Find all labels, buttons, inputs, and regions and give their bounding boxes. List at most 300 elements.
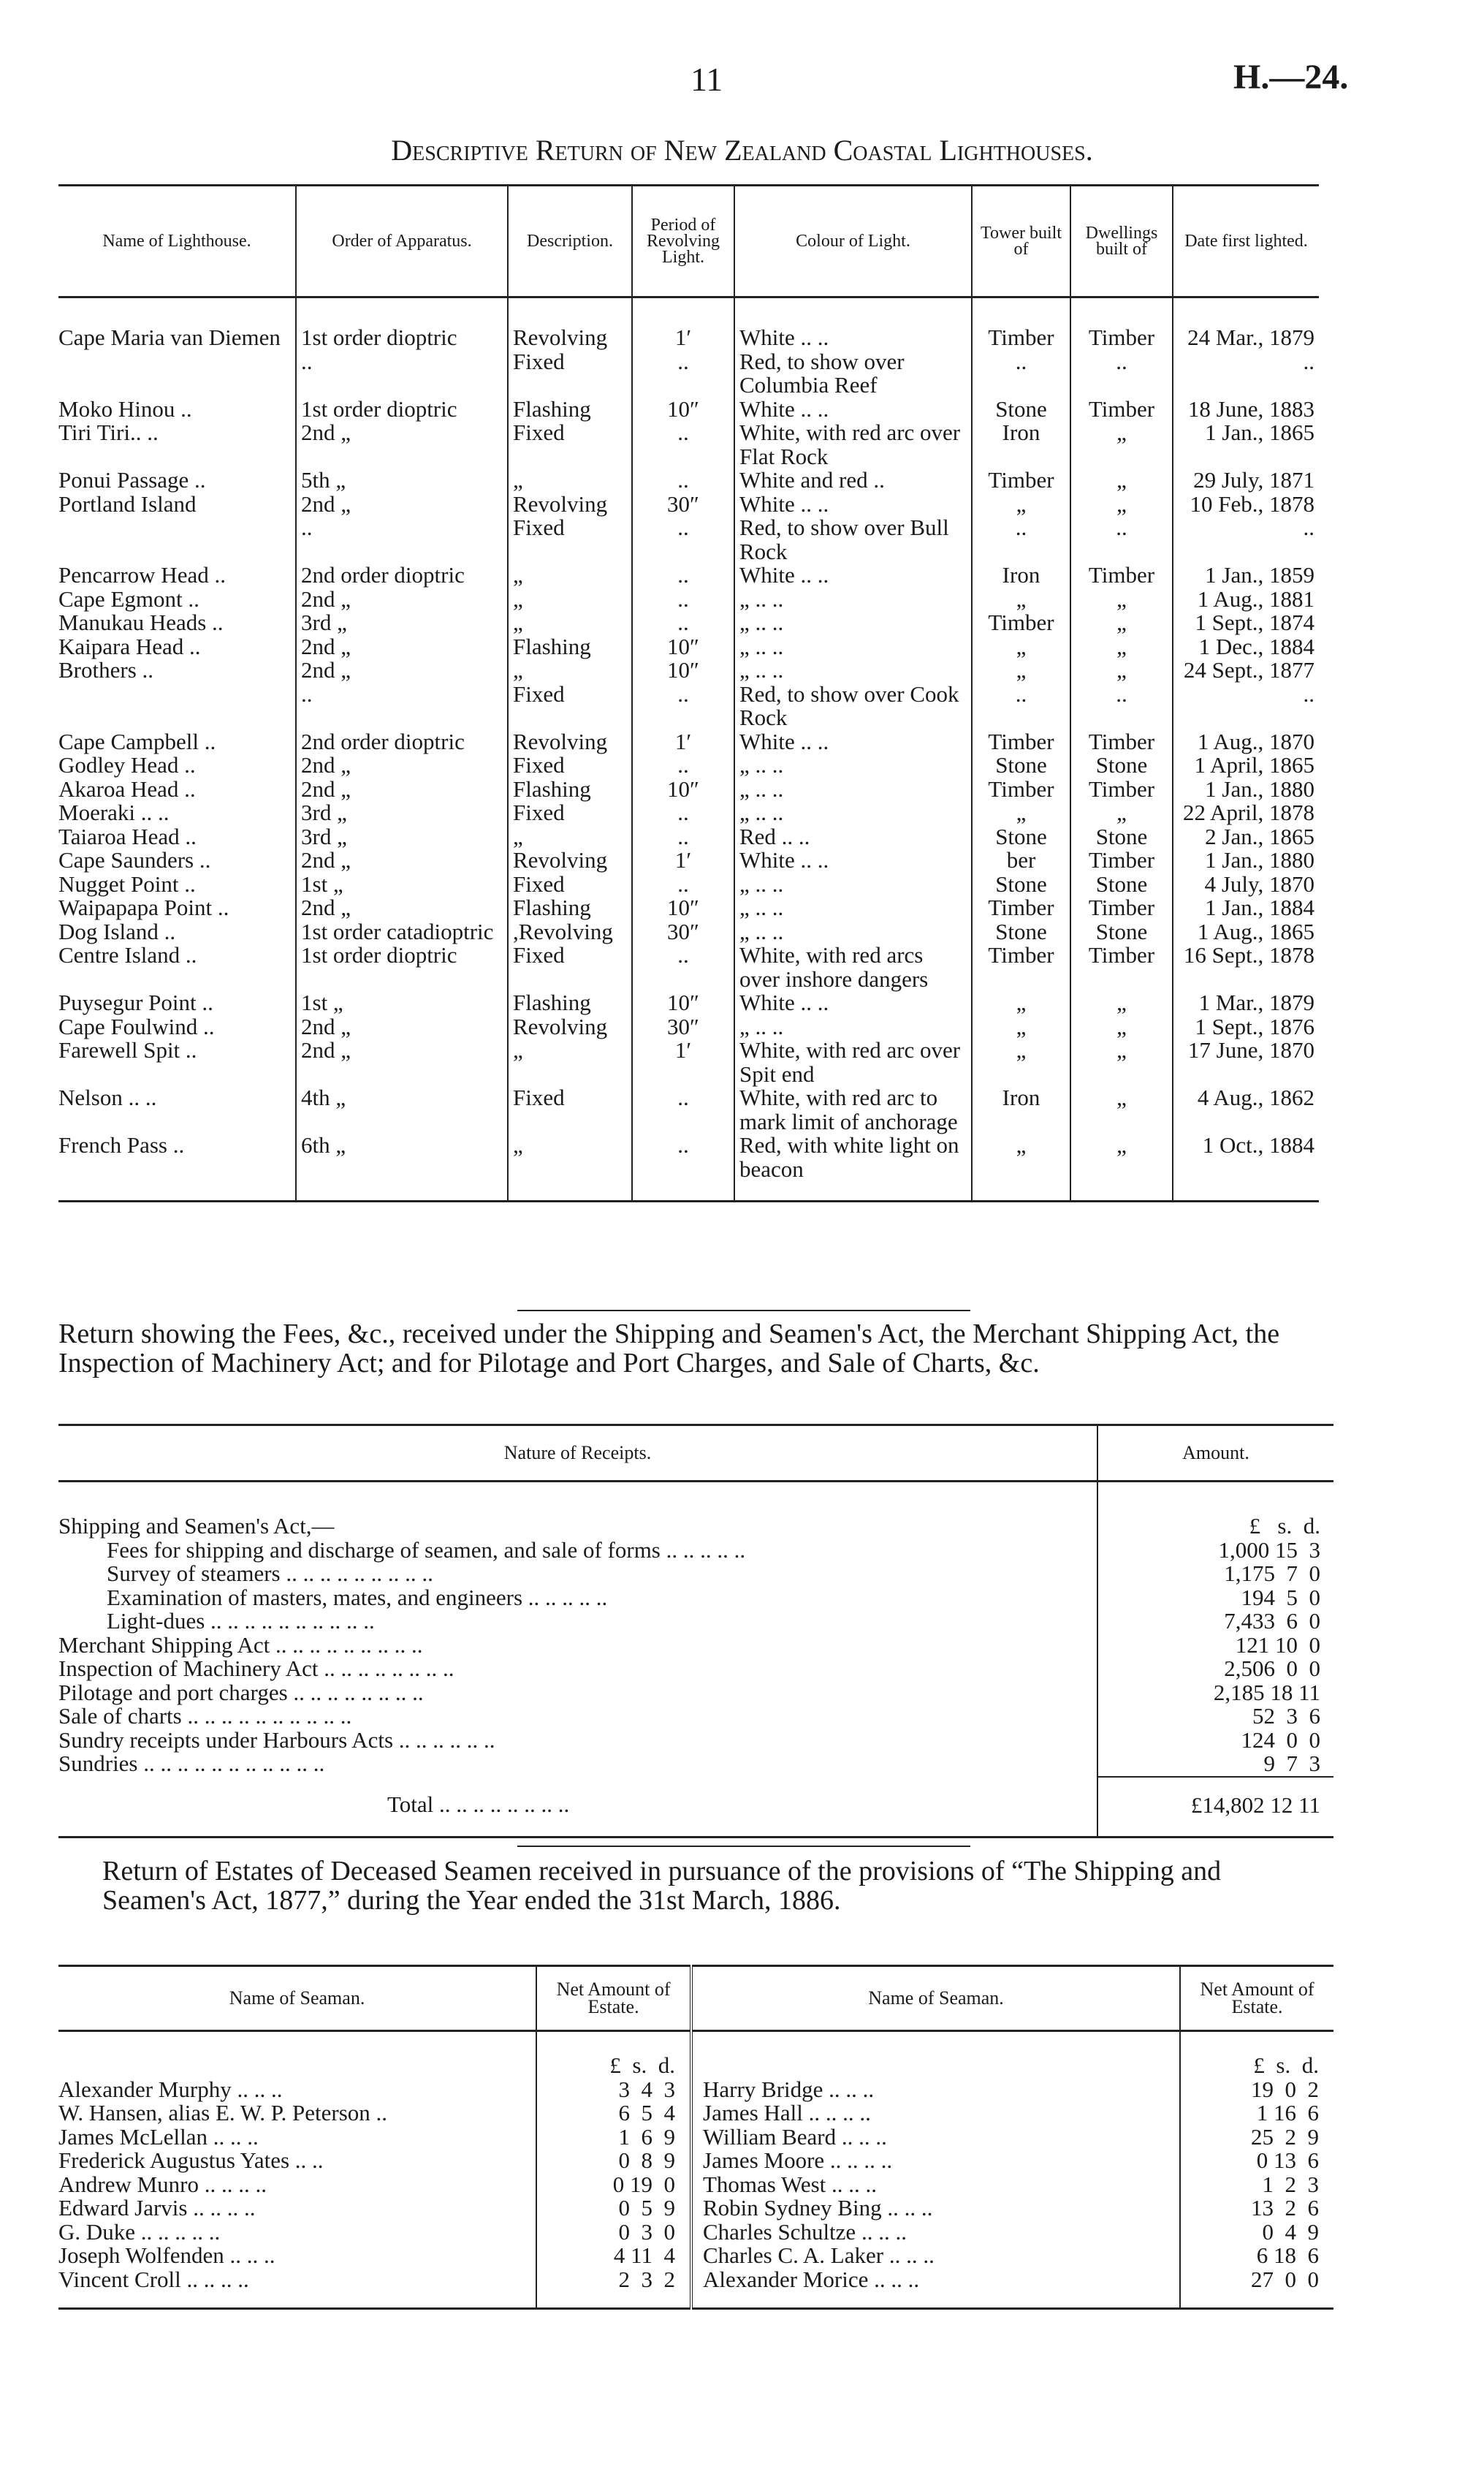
lighthouse-dwell: Timber bbox=[1070, 896, 1173, 920]
lighthouse-colour: „ .. .. Red, to show over Cook Rock bbox=[734, 659, 972, 730]
fees-label: Survey of steamers .. .. .. .. .. .. .. .. .. bbox=[107, 1560, 433, 1586]
table-row bbox=[58, 398, 1319, 422]
seaman-name: Thomas West .. .. .. bbox=[691, 2173, 1180, 2197]
lighthouse-date: 10 Feb., 1878 .. bbox=[1173, 493, 1319, 564]
lighthouse-colour: White, with red arc to mark limit of anchorage bbox=[734, 1086, 972, 1134]
lighthouse-tower: Timber bbox=[972, 944, 1070, 991]
estates-header-name-right: Name of Seaman. bbox=[691, 1966, 1180, 2031]
lighthouse-order: 2nd „ bbox=[296, 588, 508, 612]
lighthouse-name: Cape Foulwind .. bbox=[58, 1013, 215, 1039]
lighthouse-colour: „ .. .. bbox=[734, 920, 972, 944]
lighthouse-tower: „ .. bbox=[972, 493, 1070, 564]
seaman-name: William Beard .. .. .. bbox=[691, 2125, 1180, 2150]
lighthouse-header: Order of Apparatus. bbox=[296, 186, 508, 297]
table-row bbox=[58, 297, 1319, 398]
lighthouse-name: Moko Hinou .. bbox=[58, 395, 192, 422]
lighthouse-date: 1 Sept., 1876 bbox=[1173, 1015, 1319, 1039]
lighthouse-name: Puysegur Point .. bbox=[58, 990, 213, 1015]
estates-title: Return of Estates of Deceased Seamen received in pursuance of the provisions of “The Shipping and Seamen's Act, 1877,” during the Year ended the 31st March, 1886. bbox=[102, 1856, 1222, 1916]
lighthouse-desc: „ Fixed bbox=[508, 659, 632, 730]
estates-spacer bbox=[691, 2031, 1180, 2078]
lighthouse-dwell: Timber bbox=[1070, 564, 1173, 588]
lighthouse-date: 22 April, 1878 bbox=[1173, 801, 1319, 825]
lighthouse-name: Taiaroa Head .. bbox=[58, 823, 197, 849]
lighthouse-order: 1st order dioptric bbox=[296, 944, 508, 991]
table-row bbox=[58, 469, 1319, 493]
table-row bbox=[58, 659, 1319, 730]
lighthouse-period: 10″ .. bbox=[632, 659, 734, 730]
lighthouse-period: 10″ bbox=[632, 991, 734, 1015]
table-row bbox=[58, 1539, 1333, 1563]
fees-amount: 124 0 0 bbox=[1097, 1729, 1333, 1753]
table-row bbox=[58, 1586, 1333, 1610]
table-row bbox=[58, 920, 1319, 944]
lighthouse-title: Descriptive Return of New Zealand Coastal Lighthouses. bbox=[391, 134, 1093, 167]
lighthouse-desc: Fixed bbox=[508, 1086, 632, 1134]
fees-label: Light-dues .. .. .. .. .. .. .. .. .. .. bbox=[107, 1608, 375, 1634]
table-row bbox=[58, 801, 1319, 825]
lighthouse-period: .. bbox=[632, 421, 734, 469]
seaman-amount: 6 18 6 bbox=[1180, 2244, 1333, 2268]
lighthouse-name: Kaipara Head .. bbox=[58, 633, 201, 659]
table-row bbox=[58, 1634, 1333, 1658]
table-row bbox=[58, 421, 1319, 469]
table-row bbox=[58, 730, 1319, 754]
table-row bbox=[58, 2244, 1333, 2268]
estates-header-amount-right: Net Amount of Estate. bbox=[1180, 1966, 1333, 2031]
fees-table bbox=[58, 1424, 1333, 1838]
lighthouse-tower: Timber .. bbox=[972, 297, 1070, 398]
lighthouse-header: Date first lighted. bbox=[1173, 186, 1319, 297]
lighthouse-dwell: Timber bbox=[1070, 398, 1173, 422]
seaman-name: James Hall .. .. .. .. bbox=[691, 2101, 1180, 2125]
lighthouse-dwell: „ bbox=[1070, 635, 1173, 659]
table-row bbox=[58, 1015, 1319, 1039]
seaman-name: Harry Bridge .. .. .. bbox=[691, 2078, 1180, 2102]
lighthouse-name: Tiri Tiri.. .. bbox=[58, 420, 159, 445]
table-row bbox=[58, 1482, 1333, 1539]
lighthouse-name: French Pass .. bbox=[58, 1134, 296, 1202]
fees-label: Merchant Shipping Act .. .. .. .. .. .. .. .. .. bbox=[58, 1631, 423, 1658]
table-row bbox=[58, 1729, 1333, 1753]
lighthouse-colour: White and red .. bbox=[734, 469, 972, 493]
fees-amount: 1,000 15 3 bbox=[1097, 1539, 1333, 1563]
lighthouse-desc: Fixed bbox=[508, 873, 632, 897]
lighthouse-colour: „ .. .. bbox=[734, 778, 972, 802]
lighthouse-period: 1′ bbox=[632, 730, 734, 754]
lighthouse-order: 2nd „ bbox=[296, 635, 508, 659]
lighthouse-desc: Flashing bbox=[508, 398, 632, 422]
seaman-name: Alexander Morice .. .. .. bbox=[691, 2268, 1180, 2309]
lighthouse-dwell: Stone bbox=[1070, 825, 1173, 849]
seaman-amount: 27 0 0 bbox=[1180, 2268, 1333, 2309]
lighthouse-period: .. bbox=[632, 873, 734, 897]
lighthouse-desc: Revolving bbox=[508, 730, 632, 754]
estates-currency-left: £ s. d. bbox=[536, 2031, 691, 2078]
lighthouse-tower: Timber bbox=[972, 469, 1070, 493]
lighthouse-order: 2nd „ bbox=[296, 896, 508, 920]
fees-title: Return showing the Fees, &c., received under the Shipping and Seamen's Act, the Merchant Shipping Act, the Inspection of Machinery Act; and for Pilotage and Port Charges, and Sale of Charts, &c. bbox=[58, 1319, 1280, 1378]
lighthouse-period: .. bbox=[632, 611, 734, 635]
lighthouse-header: Period of Revolving Light. bbox=[632, 186, 734, 297]
lighthouse-colour: Red, with white light on beacon bbox=[734, 1134, 972, 1202]
lighthouse-tower: ber bbox=[972, 849, 1070, 873]
table-row bbox=[58, 611, 1319, 635]
lighthouse-date: 1 Sept., 1874 bbox=[1173, 611, 1319, 635]
lighthouse-name: Moeraki .. .. bbox=[58, 800, 170, 825]
lighthouse-header: Description. bbox=[508, 186, 632, 297]
seaman-amount: 0 4 9 bbox=[1180, 2220, 1333, 2245]
seaman-name: Alexander Murphy .. .. .. bbox=[58, 2076, 283, 2102]
lighthouse-period: 30″ bbox=[632, 920, 734, 944]
lighthouse-desc: „ bbox=[508, 1039, 632, 1086]
lighthouse-dwell: Timber bbox=[1070, 778, 1173, 802]
lighthouse-date: 1 Oct., 1884 bbox=[1173, 1134, 1319, 1202]
lighthouse-order: 3rd „ bbox=[296, 801, 508, 825]
lighthouse-name: Akaroa Head .. bbox=[58, 775, 196, 802]
seaman-amount: 2 3 2 bbox=[536, 2268, 691, 2309]
fees-total-label: Total .. .. .. .. .. .. .. .. bbox=[58, 1777, 1097, 1837]
lighthouse-dwell: Timber bbox=[1070, 849, 1173, 873]
seaman-amount: 1 16 6 bbox=[1180, 2101, 1333, 2125]
lighthouse-dwell: „ bbox=[1070, 611, 1173, 635]
lighthouse-dwell: Timber bbox=[1070, 730, 1173, 754]
lighthouse-name: Ponui Passage .. bbox=[58, 467, 206, 493]
table-row bbox=[58, 2078, 1333, 2102]
table-row bbox=[58, 1609, 1333, 1634]
lighthouse-period: .. bbox=[632, 588, 734, 612]
fees-label: Sundry receipts under Harbours Acts .. .. .. .. .. .. bbox=[58, 1726, 495, 1753]
lighthouse-period: 10″ bbox=[632, 896, 734, 920]
lighthouse-tower: „ bbox=[972, 1134, 1070, 1202]
lighthouse-order: 2nd „ bbox=[296, 1039, 508, 1086]
lighthouse-desc: Fixed bbox=[508, 944, 632, 991]
lighthouse-tower: „ bbox=[972, 991, 1070, 1015]
seaman-amount: 6 5 4 bbox=[536, 2101, 691, 2125]
table-row bbox=[58, 1086, 1319, 1134]
lighthouse-desc: „ bbox=[508, 588, 632, 612]
lighthouse-period: .. bbox=[632, 754, 734, 778]
lighthouse-name: Cape Campbell .. bbox=[58, 728, 216, 754]
lighthouse-desc: ,Revolving bbox=[508, 920, 632, 944]
lighthouse-order: 1st „ bbox=[296, 991, 508, 1015]
lighthouse-order: 1st „ bbox=[296, 873, 508, 897]
seaman-amount: 0 8 9 bbox=[536, 2149, 691, 2173]
table-row bbox=[58, 2149, 1333, 2173]
fees-label: Sundries .. .. .. .. .. .. .. .. .. .. .. bbox=[58, 1751, 325, 1776]
lighthouse-order: 2nd „ bbox=[296, 849, 508, 873]
lighthouse-colour: „ .. .. bbox=[734, 896, 972, 920]
lighthouse-desc: Flashing bbox=[508, 778, 632, 802]
lighthouse-colour: White .. .. Red, to show over Columbia Reef bbox=[734, 297, 972, 398]
lighthouse-order: 2nd order dioptric bbox=[296, 564, 508, 588]
lighthouse-dwell: „ bbox=[1070, 1015, 1173, 1039]
lighthouse-colour: „ .. .. bbox=[734, 635, 972, 659]
lighthouse-tower: „ .. bbox=[972, 659, 1070, 730]
lighthouse-tower: Stone bbox=[972, 825, 1070, 849]
lighthouse-order: 3rd „ bbox=[296, 611, 508, 635]
lighthouse-colour: White .. .. bbox=[734, 991, 972, 1015]
lighthouse-name: Farewell Spit .. bbox=[58, 1037, 197, 1063]
lighthouse-colour: Red .. .. bbox=[734, 825, 972, 849]
lighthouse-dwell: „ .. bbox=[1070, 659, 1173, 730]
table-row bbox=[58, 635, 1319, 659]
lighthouse-tower: „ bbox=[972, 801, 1070, 825]
table-row bbox=[58, 2196, 1333, 2220]
lighthouse-colour: „ .. .. bbox=[734, 754, 972, 778]
lighthouse-date: 24 Sept., 1877 .. bbox=[1173, 659, 1319, 730]
lighthouse-dwell: „ .. bbox=[1070, 493, 1173, 564]
fees-label: Examination of masters, mates, and engineers .. .. .. .. .. bbox=[107, 1584, 608, 1610]
lighthouse-tower: „ bbox=[972, 1039, 1070, 1086]
seaman-name: James Moore .. .. .. .. bbox=[691, 2149, 1180, 2173]
fees-amount: 1,175 7 0 bbox=[1097, 1562, 1333, 1586]
table-row bbox=[58, 493, 1319, 564]
table-row bbox=[58, 944, 1319, 991]
lighthouse-desc: Flashing bbox=[508, 991, 632, 1015]
seaman-name: Frederick Augustus Yates .. .. bbox=[58, 2147, 324, 2173]
table-row bbox=[58, 2220, 1333, 2245]
lighthouse-tower: Timber bbox=[972, 730, 1070, 754]
lighthouse-dwell: Stone bbox=[1070, 754, 1173, 778]
seaman-name: G. Duke .. .. .. .. .. bbox=[58, 2218, 221, 2245]
lighthouse-name: Portland Island bbox=[58, 490, 197, 517]
table-row bbox=[58, 1039, 1319, 1086]
lighthouse-name: Nelson .. .. bbox=[58, 1085, 157, 1110]
seaman-amount: 0 13 6 bbox=[1180, 2149, 1333, 2173]
lighthouse-dwell: „ bbox=[1070, 421, 1173, 469]
lighthouse-name: Godley Head .. bbox=[58, 752, 196, 778]
lighthouse-period: 1′ .. bbox=[632, 297, 734, 398]
lighthouse-period: .. bbox=[632, 1086, 734, 1134]
lighthouse-period: 10″ bbox=[632, 778, 734, 802]
lighthouse-tower: „ bbox=[972, 588, 1070, 612]
table-row bbox=[58, 1562, 1333, 1586]
lighthouse-name: Cape Maria van Diemen bbox=[58, 325, 281, 350]
lighthouse-period: 30″ .. bbox=[632, 493, 734, 564]
page-number: 11 bbox=[690, 61, 723, 98]
lighthouse-dwell: „ bbox=[1070, 991, 1173, 1015]
lighthouse-tower: „ bbox=[972, 635, 1070, 659]
lighthouse-header: Dwellings built of bbox=[1070, 186, 1173, 297]
lighthouse-order: 4th „ bbox=[296, 1086, 508, 1134]
fees-label: Shipping and Seamen's Act,— bbox=[58, 1513, 335, 1539]
lighthouse-period: .. bbox=[632, 801, 734, 825]
seaman-name: Joseph Wolfenden .. .. .. bbox=[58, 2242, 275, 2268]
lighthouse-header: Tower built of bbox=[972, 186, 1070, 297]
lighthouse-order: 2nd „ .. bbox=[296, 493, 508, 564]
seaman-amount: 0 3 0 bbox=[536, 2220, 691, 2245]
lighthouse-date: 1 Jan., 1884 bbox=[1173, 896, 1319, 920]
estates-currency-right: £ s. d. bbox=[1180, 2031, 1333, 2078]
lighthouse-date: 1 April, 1865 bbox=[1173, 754, 1319, 778]
lighthouse-colour: White .. .. Red, to show over Bull Rock bbox=[734, 493, 972, 564]
table-row bbox=[58, 588, 1319, 612]
seaman-amount: 19 0 2 bbox=[1180, 2078, 1333, 2102]
lighthouse-name: Waipapapa Point .. bbox=[58, 895, 229, 920]
fees-currency: £ s. d. bbox=[1097, 1482, 1333, 1539]
lighthouse-tower: Timber bbox=[972, 778, 1070, 802]
lighthouse-order: 5th „ bbox=[296, 469, 508, 493]
lighthouse-tower: Stone bbox=[972, 754, 1070, 778]
fees-header-amount: Amount. bbox=[1097, 1425, 1333, 1482]
seaman-name: Edward Jarvis .. .. .. .. bbox=[58, 2195, 256, 2220]
lighthouse-dwell: „ bbox=[1070, 469, 1173, 493]
lighthouse-name: Pencarrow Head .. bbox=[58, 562, 226, 588]
table-row bbox=[58, 2268, 1333, 2309]
lighthouse-order: 2nd order dioptric bbox=[296, 730, 508, 754]
lighthouse-name: Centre Island .. bbox=[58, 942, 197, 968]
lighthouse-date: 2 Jan., 1865 bbox=[1173, 825, 1319, 849]
lighthouse-date: 1 Aug., 1881 bbox=[1173, 588, 1319, 612]
fees-amount: 9 7 3 bbox=[1097, 1752, 1333, 1777]
lighthouse-period: .. bbox=[632, 564, 734, 588]
lighthouse-colour: „ .. .. bbox=[734, 801, 972, 825]
lighthouse-dwell: „ bbox=[1070, 1086, 1173, 1134]
lighthouse-date: 1 Jan., 1880 bbox=[1173, 849, 1319, 873]
fees-amount: 2,506 0 0 bbox=[1097, 1657, 1333, 1681]
lighthouse-date: 1 Aug., 1865 bbox=[1173, 920, 1319, 944]
seaman-amount: 1 2 3 bbox=[1180, 2173, 1333, 2197]
lighthouse-colour: White, with red arc over Flat Rock bbox=[734, 421, 972, 469]
lighthouse-date: 18 June, 1883 bbox=[1173, 398, 1319, 422]
lighthouse-colour: White .. .. bbox=[734, 730, 972, 754]
lighthouse-desc: Revolving Fixed bbox=[508, 493, 632, 564]
lighthouse-period: .. bbox=[632, 469, 734, 493]
seaman-name: Robin Sydney Bing .. .. .. bbox=[691, 2196, 1180, 2220]
lighthouse-order: 2nd „ bbox=[296, 1015, 508, 1039]
table-row bbox=[58, 754, 1319, 778]
section-rule bbox=[517, 1310, 970, 1311]
lighthouse-date: 1 Mar., 1879 bbox=[1173, 991, 1319, 1015]
lighthouse-desc: Revolving bbox=[508, 849, 632, 873]
lighthouse-period: 1′ bbox=[632, 849, 734, 873]
table-row bbox=[58, 849, 1319, 873]
fees-amount: 2,185 18 11 bbox=[1097, 1681, 1333, 1705]
estates-header-name-left: Name of Seaman. bbox=[58, 1966, 536, 2031]
lighthouse-colour: White .. .. bbox=[734, 398, 972, 422]
lighthouse-date: 1 Jan., 1880 bbox=[1173, 778, 1319, 802]
lighthouse-desc: „ bbox=[508, 825, 632, 849]
lighthouse-desc: Revolving Fixed bbox=[508, 297, 632, 398]
seaman-amount: 3 4 3 bbox=[536, 2078, 691, 2102]
seaman-amount: 1 6 9 bbox=[536, 2125, 691, 2150]
page-reference: H.—24. bbox=[1233, 58, 1349, 96]
lighthouse-desc: „ bbox=[508, 469, 632, 493]
lighthouse-period: 10″ bbox=[632, 398, 734, 422]
table-row bbox=[58, 1134, 1319, 1202]
lighthouse-date: 29 July, 1871 bbox=[1173, 469, 1319, 493]
lighthouse-tower: Stone bbox=[972, 873, 1070, 897]
lighthouse-dwell: Timber .. bbox=[1070, 297, 1173, 398]
lighthouse-dwell: „ bbox=[1070, 1039, 1173, 1086]
lighthouse-desc: „ bbox=[508, 1134, 632, 1202]
lighthouse-date: 1 Jan., 1859 bbox=[1173, 564, 1319, 588]
lighthouse-name: Dog Island .. bbox=[58, 918, 176, 944]
seaman-name: Vincent Croll .. .. .. .. bbox=[58, 2268, 536, 2309]
fees-total-amount: £14,802 12 11 bbox=[1097, 1777, 1333, 1837]
lighthouse-colour: „ .. .. bbox=[734, 1015, 972, 1039]
table-row bbox=[58, 1657, 1333, 1681]
lighthouse-table bbox=[58, 184, 1319, 1202]
lighthouse-order: 1st order dioptric .. bbox=[296, 297, 508, 398]
table-row bbox=[58, 991, 1319, 1015]
lighthouse-dwell: Stone bbox=[1070, 873, 1173, 897]
table-row bbox=[58, 2031, 1333, 2078]
lighthouse-colour: White, with red arcs over inshore dangers bbox=[734, 944, 972, 991]
seaman-name: Charles Schultze .. .. .. bbox=[691, 2220, 1180, 2245]
lighthouse-name: Manukau Heads .. bbox=[58, 610, 224, 635]
lighthouse-date: 17 June, 1870 bbox=[1173, 1039, 1319, 1086]
lighthouse-tower: „ bbox=[972, 1015, 1070, 1039]
fees-label: Fees for shipping and discharge of seamen, and sale of forms .. .. .. .. .. bbox=[107, 1536, 746, 1563]
fees-amount: 52 3 6 bbox=[1097, 1704, 1333, 1729]
lighthouse-date: 1 Jan., 1865 bbox=[1173, 421, 1319, 469]
seaman-amount: 13 2 6 bbox=[1180, 2196, 1333, 2220]
table-row bbox=[58, 564, 1319, 588]
fees-label: Sale of charts .. .. .. .. .. .. .. .. .. .. bbox=[58, 1703, 352, 1729]
seaman-amount: 0 5 9 bbox=[536, 2196, 691, 2220]
table-row bbox=[58, 2125, 1333, 2150]
lighthouse-colour: White .. .. bbox=[734, 849, 972, 873]
lighthouse-desc: Fixed bbox=[508, 754, 632, 778]
table-row bbox=[58, 778, 1319, 802]
lighthouse-order: 2nd „ bbox=[296, 778, 508, 802]
lighthouse-date: 1 Dec., 1884 bbox=[1173, 635, 1319, 659]
section-rule bbox=[517, 1846, 970, 1847]
lighthouse-colour: „ .. .. bbox=[734, 611, 972, 635]
lighthouse-desc: „ bbox=[508, 611, 632, 635]
lighthouse-name: Cape Saunders .. bbox=[58, 847, 211, 873]
lighthouse-order: 2nd „ .. bbox=[296, 659, 508, 730]
lighthouse-dwell: Timber bbox=[1070, 944, 1173, 991]
table-row bbox=[58, 2173, 1333, 2197]
seaman-name: James McLellan .. .. .. bbox=[58, 2123, 259, 2150]
lighthouse-tower: Timber bbox=[972, 896, 1070, 920]
lighthouse-tower: Timber bbox=[972, 611, 1070, 635]
estates-table bbox=[58, 1965, 1333, 2310]
lighthouse-order: 2nd „ bbox=[296, 754, 508, 778]
lighthouse-period: 1′ bbox=[632, 1039, 734, 1086]
table-row bbox=[58, 1752, 1333, 1777]
table-row bbox=[58, 825, 1319, 849]
table-row bbox=[58, 1777, 1333, 1837]
lighthouse-tower: Stone bbox=[972, 920, 1070, 944]
lighthouse-header: Name of Lighthouse. bbox=[58, 186, 296, 297]
table-row bbox=[58, 1681, 1333, 1705]
lighthouse-date: 1 Aug., 1870 bbox=[1173, 730, 1319, 754]
table-row bbox=[58, 896, 1319, 920]
lighthouse-period: .. bbox=[632, 1134, 734, 1202]
fees-label: Inspection of Machinery Act .. .. .. .. .. .. .. .. bbox=[58, 1656, 454, 1681]
seaman-amount: 0 19 0 bbox=[536, 2173, 691, 2197]
lighthouse-name: Cape Egmont .. bbox=[58, 585, 199, 612]
lighthouse-desc: Fixed bbox=[508, 421, 632, 469]
lighthouse-tower: Stone bbox=[972, 398, 1070, 422]
lighthouse-order: 1st order catadioptric bbox=[296, 920, 508, 944]
lighthouse-date: 16 Sept., 1878 bbox=[1173, 944, 1319, 991]
lighthouse-order: 2nd „ bbox=[296, 421, 508, 469]
fees-amount: 121 10 0 bbox=[1097, 1634, 1333, 1658]
estates-header-amount-left: Net Amount of Estate. bbox=[536, 1966, 691, 2031]
lighthouse-colour: „ .. .. bbox=[734, 588, 972, 612]
seaman-name: Charles C. A. Laker .. .. .. bbox=[691, 2244, 1180, 2268]
lighthouse-period: 10″ bbox=[632, 635, 734, 659]
lighthouse-tower: Iron bbox=[972, 421, 1070, 469]
lighthouse-dwell: Stone bbox=[1070, 920, 1173, 944]
lighthouse-order: 1st order dioptric bbox=[296, 398, 508, 422]
fees-header-nature: Nature of Receipts. bbox=[58, 1425, 1097, 1482]
